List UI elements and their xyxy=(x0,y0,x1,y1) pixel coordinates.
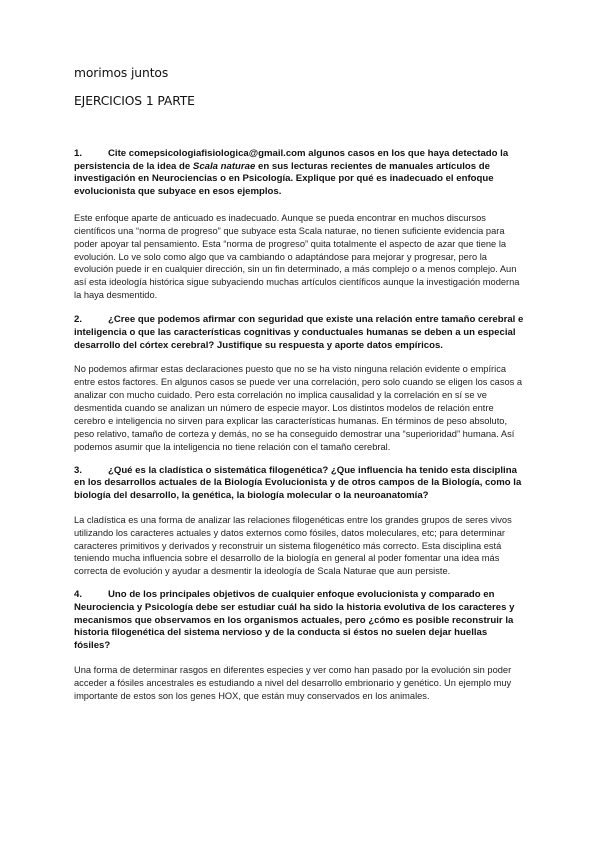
answer-4: Una forma de determinar rasgos en diferentes especies y ver como han pasado por la evolución sin poder acceder a fósiles ancestrales es estudiando a nivel del desarrollo embrionario y genético. Un ejemplo muy importante de estos son los genes HOX, que están muy conservados en los animales. xyxy=(74,664,512,701)
question-2 xyxy=(74,314,526,352)
scala-naturae-italic: Scala naturae xyxy=(192,160,256,172)
question-number: 3. xyxy=(74,464,83,476)
section-heading: EJERCICIOS 1 PARTE xyxy=(74,94,195,108)
answer-1: Este enfoque aparte de anticuado es inadecuado. Aunque se pueda encontrar en muchos discursos científicos una “norma de progreso” que subyace esta Scala naturae, no tienen suficiente evidencia para poder apoyar tal pensamiento. Esta “norma de progreso” quita totalmente el aspecto de azar que tiene la evolución. Lo ve solo como algo que va cambiando o adaptándose para mejorar y progresar, pero la evolución puede ir en cualquier dirección, sin un fin determinado, a más complejo o a menos complejo. Aun así esta ideología histórica sigue subyaciendo muchas artículos científicos aunque la investigación moderna la haya desmentido. xyxy=(74,212,520,301)
document-content xyxy=(74,66,526,713)
question-number: 4. xyxy=(74,589,83,601)
question-text: ¿Qué es la cladística o sistemática filogenética? ¿Que influencia ha tenido esta disciplina en los desarrollos actuales de la Biología Evolucionista y de otros campos de la Biología, como la biología del desarrollo, la genética, la biología molecular o la neuroanatomía? xyxy=(74,464,522,502)
question-text-suffix: en sus lecturas recientes de manuales artículos de investigación en Neurociencias o en Psicología. Explique por qué es inadecuado el enfoque evolucionista que subyace en esos ejemplos. xyxy=(74,160,494,198)
document-title: morimos juntos xyxy=(74,66,169,80)
question-text-mid: algunos casos en los que haya detectado la persistencia de la idea de xyxy=(74,148,509,172)
question-number: 1. xyxy=(74,148,83,159)
question-1 xyxy=(74,148,526,199)
question-text: Uno de los principales objetivos de cualquier enfoque evolucionista y comparado en Neurociencia y Psicología debe ser estudiar cuál ha sido la historia evolutiva de los caracteres y mecanismos que observamos en los organismos actuales, pero ¿cómo es posible reconstruir la historia filogenética del sistema nervioso y de la conducta si éstos no suelen dejar huellas fósiles? xyxy=(74,589,515,652)
answer-3: La cladística es una forma de analizar las relaciones filogenéticas entre los grandes grupos de seres vivos utilizando los caracteres actuales y datos externos como fósiles, datos moleculares, etc; para determinar caracteres primitivos y derivados y reconstruir un sistema filogenético más correcto. Esta disciplina está teniendo mucha influencia sobre el desarrollo de la biología en general al poder fomentar una idea más correcta de evolución y ayudar a desmentir la ideología de Scala Naturae que aun persiste. xyxy=(74,514,512,577)
email-address: comepsicologiafisiologica@gmail.com xyxy=(128,148,306,159)
question-number: 2. xyxy=(74,314,83,326)
question-3 xyxy=(74,465,526,503)
answer-2: No podemos afirmar estas declaraciones puesto que no se ha visto ninguna relación evidente o empírica entre estos factores. En algunos casos se puede ver una correlación, pero solo cuando se eligen los casos a analizar con mucho cuidado. Pero esta correlación no implica causalidad y la correlación en sí se ve desmentida cuando se analizan un número de especie mayor. Los distintos modelos de relación entre cerebro e inteligencia no sirven para explicar las características humanas. En términos de peso absoluto, peso relativo, tamaño de corteza y demás, no se ha conseguido demostrar una “superioridad” humana. Así podemos asumir que la inteligencia no tiene relación con el tamaño cerebral. xyxy=(74,364,523,452)
question-text: ¿Cree que podemos afirmar con seguridad que existe una relación entre tamaño cerebral e inteligencia o que las características cognitivas y conductuales humanas se deben a un especial desarrollo del córtex cerebral? Justifique su respuesta y aporte datos empíricos. xyxy=(74,314,524,351)
question-4 xyxy=(74,589,526,653)
question-text-prefix: Cite xyxy=(108,148,129,159)
